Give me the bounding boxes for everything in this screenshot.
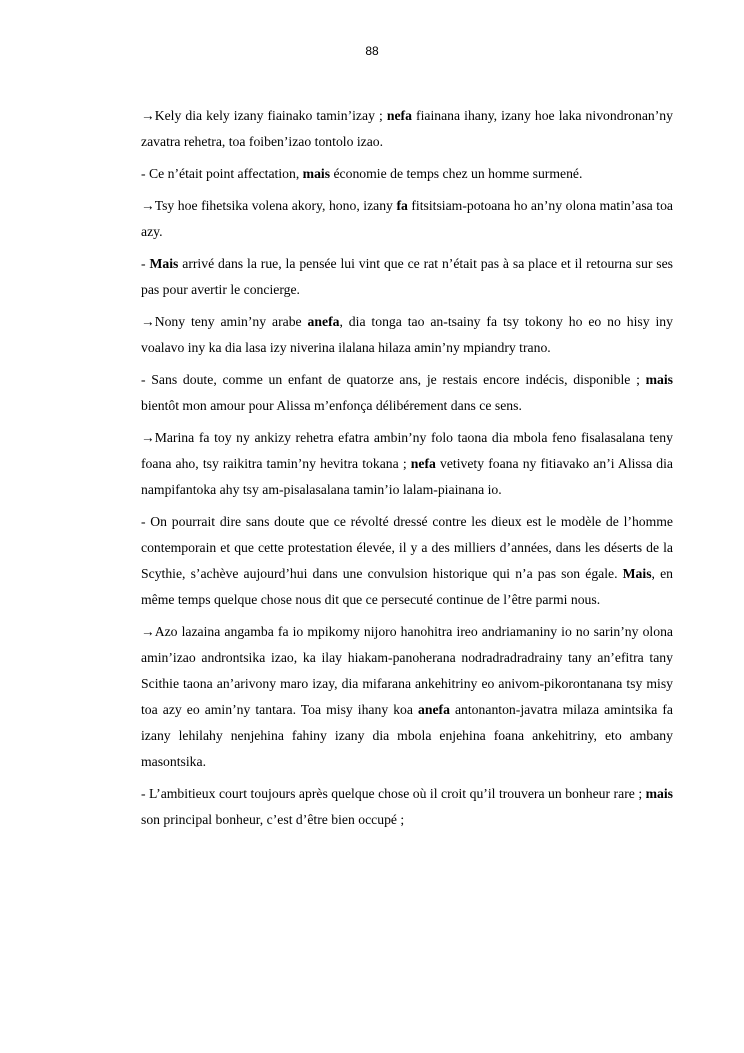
paragraph-malagasy-4 [141,425,673,503]
text-segment: son principal bonheur, c’est d’être bien occupé ; [141,812,405,827]
connector-word: anefa [418,702,450,717]
document-body [141,103,673,839]
connector-word: fa [396,198,408,213]
text-segment: - [141,256,150,271]
paragraph-malagasy-3 [141,309,673,361]
connector-word: nefa [410,456,436,471]
paragraph-french-5 [141,781,673,833]
text-segment: fitsitsiam-potoana ho an’ny olona matin’asa toa azy. [141,198,673,239]
text-segment: →Nony teny amin’ny arabe [141,314,308,329]
paragraph-malagasy-1 [141,103,673,155]
text-segment: - Ce n’était point affectation, [141,166,303,181]
text-segment: antonanton-javatra milaza amintsika fa izany lehilahy nenjehina fahiny izany dia mbola enjehina foana ankehitriny, eto ambany masontsika. [141,702,673,769]
text-segment: fiainana ihany, izany hoe laka nivondronan’ny zavatra rehetra, toa foiben’izao tontolo izao. [141,108,673,149]
text-segment: économie de temps chez un homme surmené. [330,166,583,181]
text-segment: - On pourrait dire sans doute que ce révolté dressé contre les dieux est le modèle de l’homme contemporain et que cette protestation élevée, il y a des milliers d’années, dans les déserts de la Scythie, s’achève aujourd’hui dans une convulsion historique qui n’a pas son égale. [141,514,673,581]
text-segment: bientôt mon amour pour Alissa m’enfonça délibérement dans ce sens. [141,398,522,413]
text-segment: - Sans doute, comme un enfant de quatorze ans, je restais encore indécis, disponible ; [141,372,646,387]
text-segment: arrivé dans la rue, la pensée lui vint que ce rat n’était pas à sa place et il retourna sur ses pas pour avertir le concierge. [141,256,673,297]
text-segment: →Tsy hoe fihetsika volena akory, hono, izany [141,198,397,213]
page-number: 88 [365,44,379,58]
connector-word: anefa [307,314,340,329]
text-segment: →Marina fa toy ny ankizy rehetra efatra ambin’ny folo taona dia mbola feno fisalasalana teny foana aho, tsy raikitra tamin’ny hevitra tokana ; [141,430,673,471]
text-segment: vetivety foana ny fitiavako an’i Alissa dia nampifantoka ahy tsy am-pisalasalana tamin’io lalam-piainana io. [141,456,673,497]
paragraph-malagasy-2 [141,193,673,245]
connector-word: mais [645,786,673,801]
text-segment: →Azo lazaina angamba fa io mpikomy nijoro hanohitra ireo andriamaniny io no sarin’ny olona amin’izao androntsika izao, ka ilay hiakam-panoherana nodradradradrainy tany an’efitra tany Scithie taona an’arivony maro izay, dia mifarana ankehitriny eo anivom-pikorontanana tsy misy toa azy eo amin’ny tantara. Toa misy ihany koa [141,624,673,717]
connector-word: nefa [386,108,412,123]
connector-word: Mais [149,256,179,271]
paragraph-french-1 [141,161,673,187]
text-segment: , en même temps quelque chose nous dit que ce persecuté continue de l’être parmi nous. [141,566,673,607]
text-segment: →Kely dia kely izany fiainako tamin’izay ; [141,108,387,123]
paragraph-french-4 [141,509,673,613]
text-segment: , dia tonga tao an-tsainy fa tsy tokony ho eo no hisy iny voalavo iny ka dia lasa izy niverina ilalana hilaza amin’ny mpiandry trano. [141,314,673,355]
connector-word: mais [645,372,673,387]
paragraph-french-3 [141,367,673,419]
paragraph-french-2 [141,251,673,303]
paragraph-malagasy-5 [141,619,673,775]
connector-word: mais [302,166,331,181]
connector-word: Mais [622,566,652,581]
text-segment: - L’ambitieux court toujours après quelque chose où il croit qu’il trouvera un bonheur rare ; [141,786,646,801]
